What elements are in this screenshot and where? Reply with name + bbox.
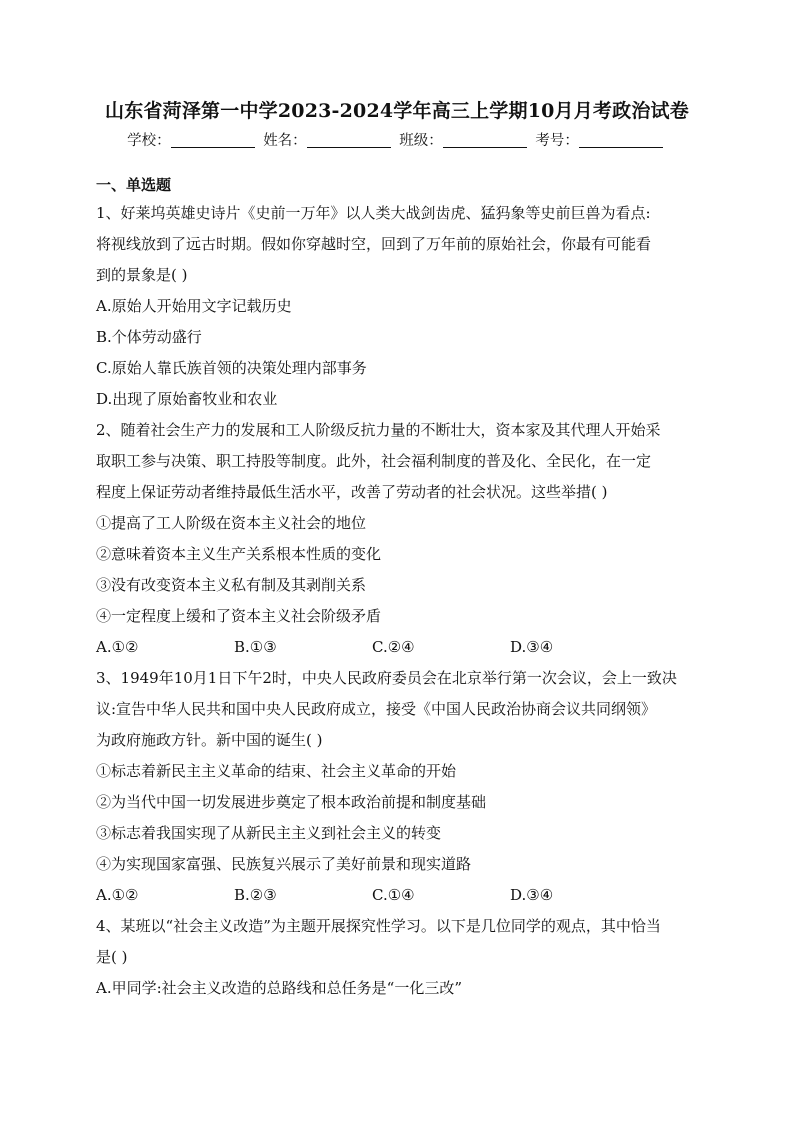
name-label: 姓名： [263, 133, 307, 149]
question-4 [96, 911, 698, 1004]
exam-title: 山东省菏泽第一中学2023-2024学年高三上学期10月月考政治试卷 [105, 100, 689, 122]
statement-1: ①提高了工人阶级在资本主义社会的地位 [96, 514, 367, 532]
option-d[interactable]: D.③④ [510, 886, 554, 904]
question-stem-line: 1、好莱坞英雄史诗片《史前一万年》以人类大战剑齿虎、猛犸象等史前巨兽为看点: [96, 204, 651, 222]
question-stem-line: 将视线放到了远古时期。假如你穿越时空，回到了万年前的原始社会，你最有可能看 [96, 235, 652, 253]
school-label: 学校： [127, 133, 171, 149]
statement-4: ④为实现国家富强、民族复兴展示了美好前景和现实道路 [96, 855, 472, 873]
question-stem-line: 到的景象是( ) [96, 266, 188, 284]
option-d[interactable]: D.③④ [510, 638, 554, 656]
choice-a[interactable]: A.原始人开始用文字记载历史 [96, 297, 292, 315]
choice-a[interactable]: A.甲同学:社会主义改造的总路线和总任务是“一化三改” [96, 979, 462, 997]
class-blank[interactable] [443, 131, 527, 148]
statement-2: ②为当代中国一切发展进步奠定了根本政治前提和制度基础 [96, 793, 487, 811]
student-info-row [96, 128, 698, 154]
option-c[interactable]: C.②④ [372, 638, 415, 656]
option-b[interactable]: B.②③ [234, 886, 277, 904]
answer-options [96, 880, 698, 911]
school-blank[interactable] [171, 131, 255, 148]
answer-options [96, 632, 698, 663]
statement-2: ②意味着资本主义生产关系根本性质的变化 [96, 545, 382, 563]
option-a[interactable]: A.①② [96, 638, 139, 656]
option-c[interactable]: C.①④ [372, 886, 415, 904]
statement-3: ③没有改变资本主义私有制及其剥削关系 [96, 576, 367, 594]
class-label: 班级： [399, 133, 443, 149]
question-stem-line: 议:宣告中华人民共和国中央人民政府成立，接受《中国人民政治协商会议共同纲领》 [96, 700, 657, 718]
question-stem-line: 2、随着社会生产力的发展和工人阶级反抗力量的不断壮大，资本家及其代理人开始采 [96, 421, 661, 439]
option-a[interactable]: A.①② [96, 886, 139, 904]
question-stem-line: 取职工参与决策、职工持股等制度。此外，社会福利制度的普及化、全民化，在一定 [96, 452, 652, 470]
exam-number-label: 考号： [535, 133, 579, 149]
question-3 [96, 663, 698, 911]
statement-1: ①标志着新民主主义革命的结束、社会主义革命的开始 [96, 762, 457, 780]
question-stem-line: 是( ) [96, 948, 128, 966]
name-blank[interactable] [307, 131, 391, 148]
question-2 [96, 415, 698, 663]
statement-3: ③标志着我国实现了从新民主主义到社会主义的转变 [96, 824, 442, 842]
option-b[interactable]: B.①③ [234, 638, 277, 656]
choice-b[interactable]: B.个体劳动盛行 [96, 328, 202, 346]
exam-number-blank[interactable] [579, 131, 663, 148]
choice-c[interactable]: C.原始人靠氏族首领的决策处理内部事务 [96, 359, 367, 377]
question-stem-line: 3、1949年10月1日下午2时，中央人民政府委员会在北京举行第一次会议，会上一致决 [96, 669, 677, 687]
question-stem-line: 程度上保证劳动者维持最低生活水平，改善了劳动者的社会状况。这些举措( ) [96, 483, 608, 501]
question-stem-line: 为政府施政方针。新中国的诞生( ) [96, 731, 323, 749]
section-heading: 一、单选题 [96, 176, 172, 194]
question-stem-line: 4、某班以“社会主义改造”为主题开展探究性学习。以下是几位同学的观点，其中恰当 [96, 917, 661, 935]
choice-d[interactable]: D.出现了原始畜牧业和农业 [96, 390, 278, 408]
statement-4: ④一定程度上缓和了资本主义社会阶级矛盾 [96, 607, 382, 625]
question-1 [96, 198, 698, 415]
